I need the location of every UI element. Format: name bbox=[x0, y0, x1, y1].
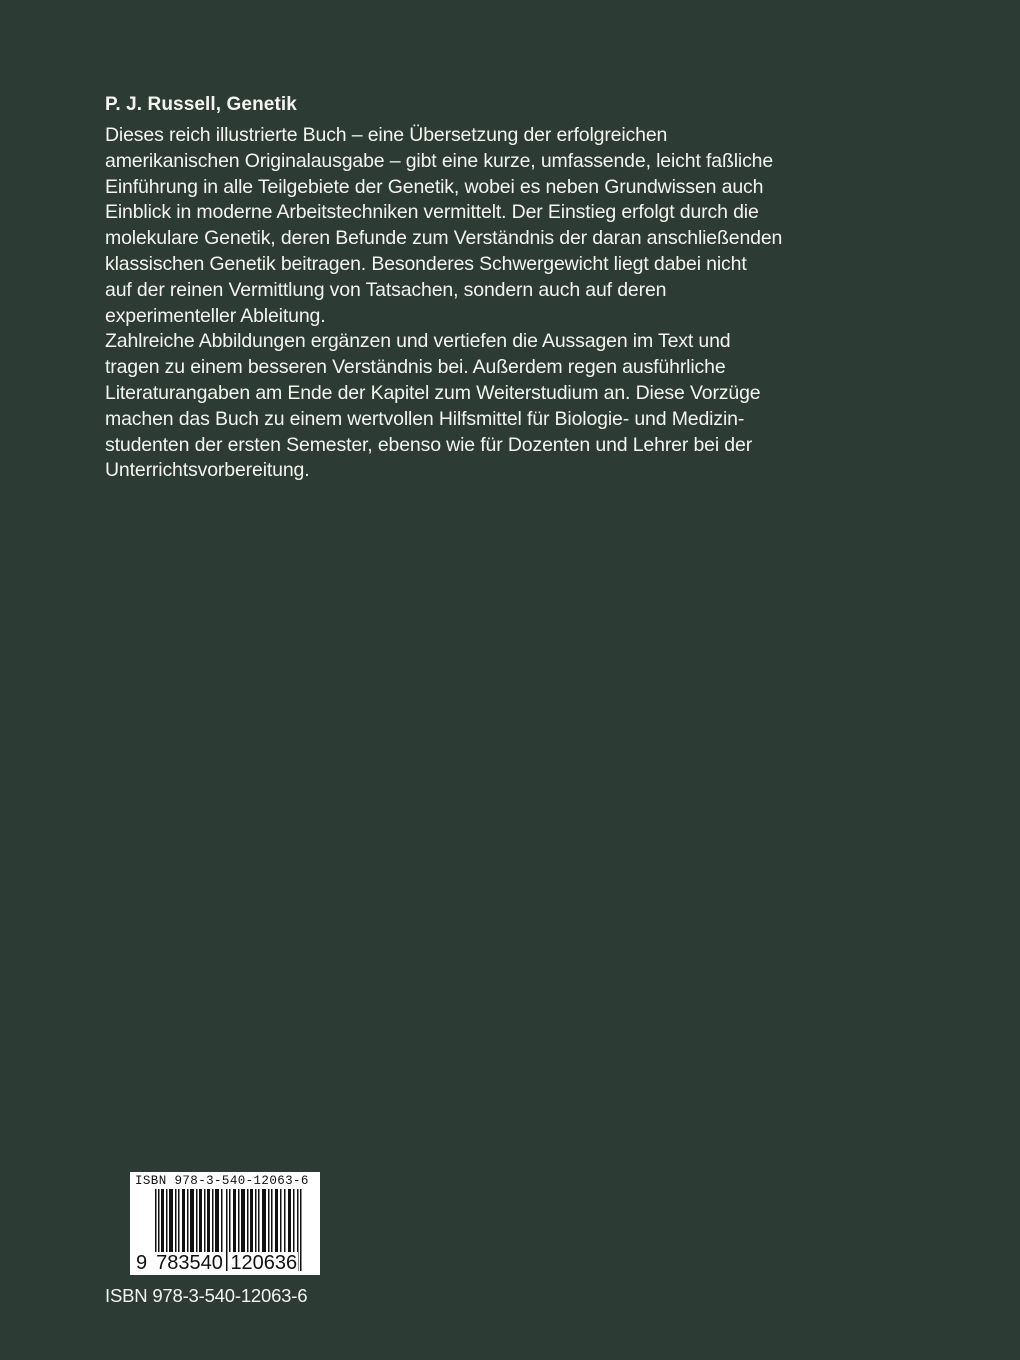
book-title: P. J. Russell, Genetik bbox=[105, 94, 297, 115]
blurb-line: amerikanischen Originalausgabe – gibt eine kurze, umfassende, leicht faßliche bbox=[105, 149, 774, 172]
blurb-line: Dieses reich illustrierte Buch – eine Übersetzung der erfolgreichen bbox=[105, 124, 668, 146]
isbn-text: ISBN 978-3-540-12063-6 bbox=[105, 1285, 308, 1306]
blurb-line: molekulare Genetik, deren Befunde zum Verständnis der daran anschließenden bbox=[105, 227, 783, 250]
blurb-line: auf der reinen Vermittlung von Tatsachen, sondern auch auf deren bbox=[105, 278, 667, 301]
blurb-line: Einführung in alle Teilgebiete der Genetik, wobei es neben Grundwissen auch bbox=[105, 175, 764, 198]
barcode-isbn-label: ISBN 978-3-540-12063-6 bbox=[135, 1174, 309, 1188]
back-cover-text bbox=[105, 92, 885, 484]
blurb-line: Zahlreiche Abbildungen ergänzen und vertiefen die Aussagen im Text und bbox=[105, 330, 731, 353]
isbn-barcode bbox=[130, 1172, 320, 1275]
blurb-line: Literaturangaben am Ende der Kapitel zum Weiterstudium an. Diese Vorzüge bbox=[105, 381, 761, 404]
blurb-line: tragen zu einem besseren Verständnis bei. Außerdem regen ausführliche bbox=[105, 356, 726, 379]
barcode-lead-digit: 9 bbox=[136, 1252, 148, 1274]
blurb-line: Einblick in moderne Arbeitstechniken vermittelt. Der Einstieg erfolgt durch die bbox=[105, 201, 759, 224]
blurb-line: Unterrichtsvorbereitung. bbox=[105, 459, 310, 482]
blurb-line: klassischen Genetik beitragen. Besonderes Schwergewicht liegt dabei nicht bbox=[105, 252, 747, 275]
blurb-line: experimenteller Ableitung. bbox=[105, 304, 326, 327]
blurb-line: studenten der ersten Semester, ebenso wie für Dozenten und Lehrer bei der bbox=[105, 433, 753, 456]
barcode-left-group: 783540 bbox=[156, 1252, 223, 1274]
blurb bbox=[105, 123, 885, 484]
barcode-right-group: 120636 bbox=[230, 1252, 298, 1274]
barcode-digits bbox=[136, 1253, 298, 1273]
blurb-line: machen das Buch zu einem wertvollen Hilfsmittel für Biologie- und Medizin- bbox=[105, 407, 745, 430]
